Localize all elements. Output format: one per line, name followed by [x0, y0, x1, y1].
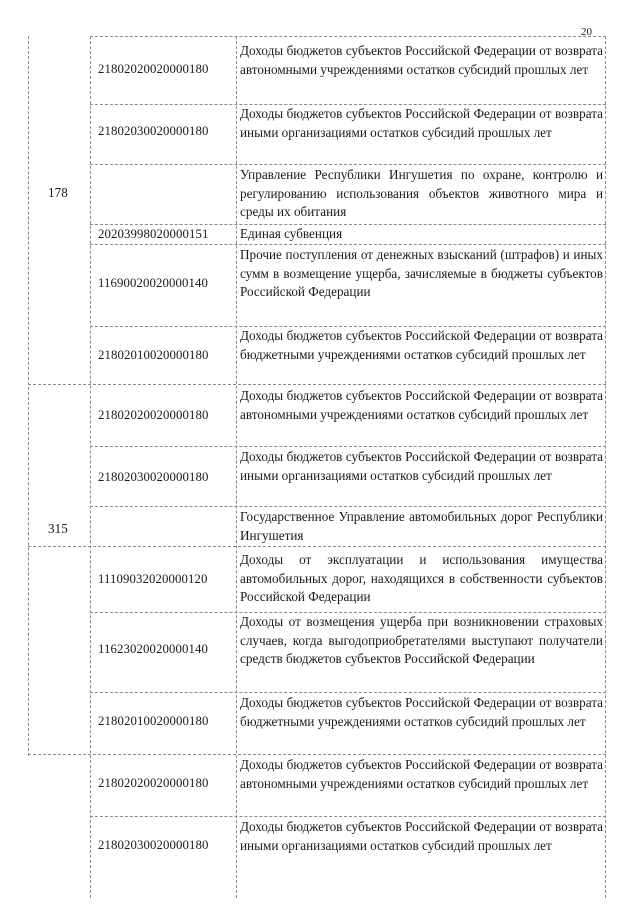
income-description: Доходы бюджетов субъектов Российской Федерации от возврата автономными учреждениями остатков субсидий прошлых лет: [240, 757, 603, 791]
income-code: 21802010020000180: [98, 348, 209, 362]
income-description: Доходы бюджетов субъектов Российской Федерации от возврата иными организациями остатков субсидий прошлых лет: [240, 106, 603, 140]
income-code: 21802010020000180: [98, 714, 209, 728]
income-code: 11690020020000140: [98, 276, 208, 290]
column-divider-admin: [90, 36, 91, 898]
row-divider: [28, 546, 606, 547]
income-description: Прочие поступления от денежных взысканий (штрафов) и иных сумм в возмещение ущерба, зачисляемые в бюджеты субъектов Российской Федерации: [240, 247, 603, 299]
row-divider: [90, 244, 606, 245]
row-divider: [90, 692, 606, 693]
income-code: 21802020020000180: [98, 408, 209, 422]
income-code: 21802020020000180: [98, 776, 209, 790]
administrator-name: Государственное Управление автомобильных дорог Республики Ингушетия: [240, 509, 603, 543]
income-description: Доходы бюджетов субъектов Российской Федерации от возврата бюджетными учреждениями остатков субсидий прошлых лет: [240, 328, 603, 362]
income-code: 21802030020000180: [98, 838, 209, 852]
income-description: Доходы бюджетов субъектов Российской Федерации от возврата иными организациями остатков субсидий прошлых лет: [240, 819, 603, 853]
row-divider: [90, 36, 606, 37]
administrator-code: 315: [48, 521, 68, 536]
income-code: 21802020020000180: [98, 62, 209, 76]
income-code: 20203998020000151: [98, 227, 209, 241]
income-description: Единая субвенция: [240, 226, 343, 241]
administrator-code: 178: [48, 185, 68, 200]
column-divider-left: [28, 36, 29, 756]
column-divider-code: [236, 36, 237, 898]
income-codes-table: [28, 36, 608, 898]
income-code: 11623020020000140: [98, 642, 208, 656]
administrator-name: Управление Республики Ингушетия по охране, контролю и регулированию использования объектов животного мира и среды их обитания: [240, 167, 603, 219]
row-divider: [90, 506, 606, 507]
income-description: Доходы бюджетов субъектов Российской Федерации от возврата автономными учреждениями остатков субсидий прошлых лет: [240, 388, 603, 422]
income-description: Доходы бюджетов субъектов Российской Федерации от возврата автономными учреждениями остатков субсидий прошлых лет: [240, 43, 603, 77]
row-divider: [90, 446, 606, 447]
income-description: Доходы бюджетов субъектов Российской Федерации от возврата иными организациями остатков субсидий прошлых лет: [240, 449, 603, 483]
income-code: 21802030020000180: [98, 470, 209, 484]
income-description: Доходы бюджетов субъектов Российской Федерации от возврата бюджетными учреждениями остатков субсидий прошлых лет: [240, 695, 603, 729]
row-divider: [28, 384, 606, 385]
row-divider: [90, 164, 606, 165]
row-divider: [90, 816, 606, 817]
income-code: 21802030020000180: [98, 124, 209, 138]
row-divider: [28, 754, 606, 755]
income-description: Доходы от эксплуатации и использования имущества автомобильных дорог, находящихся в собственности субъектов Российской Федерации: [240, 552, 603, 604]
income-code: 11109032020000120: [98, 572, 208, 586]
column-divider-right: [605, 36, 606, 898]
page-number: 20: [581, 26, 592, 38]
income-description: Доходы от возмещения ущерба при возникновении страховых случаев, когда выгодоприобретателями выступают получатели средств бюджетов субъектов Российской Федерации: [240, 614, 603, 666]
